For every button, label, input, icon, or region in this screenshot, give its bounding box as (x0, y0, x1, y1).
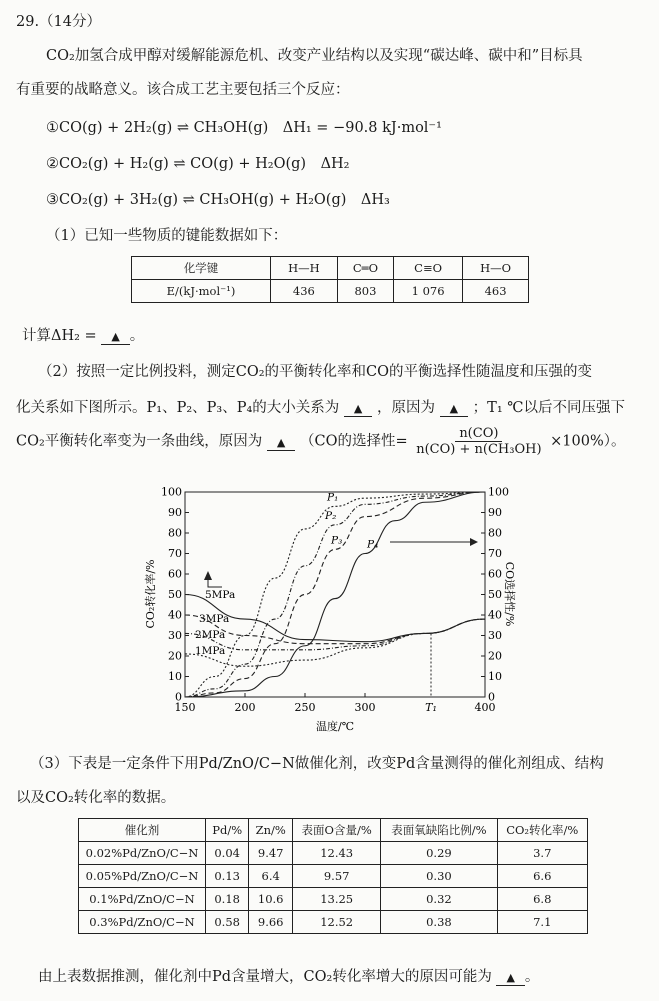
series-line-5MPa (185, 595, 485, 642)
y-tick-label-right: 100 (488, 485, 509, 499)
q2-line-3a: CO₂平衡转化率变为一条曲线，原因为 (16, 433, 263, 450)
catalyst-table (78, 818, 588, 934)
y-tick-label-right: 90 (488, 506, 502, 519)
x-tick-label: 150 (174, 701, 196, 714)
table-cell: 9.66 (249, 911, 293, 934)
table-header: 化学键 (132, 257, 271, 280)
q3-final-text: 由上表数据推测，催化剂中Pd含量增大，CO₂转化率增大的原因可能为 (38, 969, 492, 985)
table-cell: 1 076 (394, 280, 463, 303)
q3-line-2: 以及CO₂转化率的数据。 (16, 790, 176, 806)
answer-blank[interactable]: ▲ (344, 402, 372, 417)
answer-blank[interactable]: ▲ (101, 330, 129, 345)
answer-blank[interactable]: ▲ (267, 436, 295, 451)
table-cell: 13.25 (293, 888, 381, 911)
table-header: 表面氧缺陷比例/% (381, 819, 497, 842)
y-tick-label-right: 60 (488, 567, 502, 581)
table-cell: 0.32 (381, 888, 497, 911)
y-tick-label-left: 80 (168, 526, 182, 540)
q2-line-3b: （CO的选择性= (299, 433, 408, 450)
y-tick-label-right: 80 (488, 526, 502, 540)
series-line-3MPa (185, 615, 485, 644)
right-axis-label: CO选择性/% (503, 561, 516, 627)
period: 。 (524, 969, 540, 985)
intro-line-2: 有重要的战略意义。该合成工艺主要包括三个反应： (16, 82, 350, 98)
x-tick-label: 400 (474, 701, 496, 714)
q2-line-2c: ；T₁ ℃以后不同压强下 (472, 400, 625, 416)
period: 。 (129, 328, 145, 344)
table-cell: 436 (271, 280, 338, 303)
series-line-2MPa (185, 619, 485, 650)
table-cell: 0.02%Pd/ZnO/C−N (79, 842, 206, 865)
y-tick-label-right: 30 (488, 629, 502, 642)
table-cell: 0.1%Pd/ZnO/C−N (79, 888, 206, 911)
table-cell: 463 (463, 280, 529, 303)
table-cell: 0.58 (206, 911, 249, 934)
reaction-3: ③CO₂(g) + 3H₂(g) ⇌ CH₃OH(g) + H₂O(g) ΔH₃ (46, 192, 390, 208)
table-header: H—H (271, 257, 338, 280)
q2-line-1: （2）按照一定比例投料，测定CO₂的平衡转化率和CO的平衡选择性随温度和压强的变 (38, 364, 592, 380)
answer-blank[interactable]: ▲ (440, 402, 468, 417)
table-cell: 12.52 (293, 911, 381, 934)
table-cell: 7.1 (497, 911, 587, 934)
table-cell: 6.6 (497, 865, 587, 888)
series-label: 1MPa (195, 645, 226, 657)
y-tick-label-left: 100 (161, 485, 182, 499)
y-tick-label-left: 50 (168, 588, 182, 601)
q3-line-1: （3）下表是一定条件下用Pd/ZnO/C−N做催化剂，改变Pd含量测得的催化剂组成、结构 (30, 756, 604, 772)
y-tick-label-left: 60 (168, 567, 182, 581)
y-tick-label-left: 40 (168, 608, 182, 622)
series-label: 3MPa (199, 613, 230, 625)
reaction-1: ①CO(g) + 2H₂(g) ⇌ CH₃OH(g) ΔH₁ = −90.8 kJ·mol⁻¹ (46, 120, 442, 136)
t1-label: T₁ (425, 701, 437, 714)
table-cell: 803 (337, 280, 393, 303)
table-row (79, 842, 588, 865)
x-tick-label: 300 (354, 701, 376, 714)
fraction-denominator: n(CO) + n(CH₃OH) (416, 442, 542, 457)
x-axis-label: 温度/℃ (315, 720, 355, 733)
table-cell: 3.7 (497, 842, 587, 865)
table-cell: 0.18 (206, 888, 249, 911)
table-cell: 6.4 (249, 865, 293, 888)
q1-text: （1）已知一些物质的键能数据如下： (46, 228, 288, 244)
answer-blank[interactable]: ▲ (496, 971, 524, 986)
table-cell: 10.6 (249, 888, 293, 911)
table-header: C═O (337, 257, 393, 280)
y-tick-label-left: 90 (168, 506, 182, 519)
table-row (132, 280, 529, 303)
y-tick-label-right: 50 (488, 588, 502, 601)
y-tick-label-right: 40 (488, 608, 502, 622)
table-cell: 0.3%Pd/ZnO/C−N (79, 911, 206, 934)
table-row (79, 888, 588, 911)
y-tick-label-left: 10 (168, 670, 182, 683)
table-header: 表面O含量/% (293, 819, 381, 842)
fraction-tail: ×100%）。 (550, 433, 626, 450)
table-cell: 0.38 (381, 911, 497, 934)
table-header: 催化剂 (79, 819, 206, 842)
conversion-chart (140, 482, 516, 738)
y-tick-label-right: 0 (488, 690, 495, 704)
table-cell: 0.05%Pd/ZnO/C−N (79, 865, 206, 888)
selectivity-fraction (412, 426, 545, 457)
table-row (79, 819, 588, 842)
table-cell: 0.04 (206, 842, 249, 865)
q1-calc (22, 324, 144, 345)
series-line-1MPa (185, 619, 485, 666)
y-tick-label-left: 30 (168, 629, 182, 642)
fraction-numerator: n(CO) (455, 426, 502, 442)
y-tick-label-left: 20 (168, 649, 182, 663)
table-header: H—O (463, 257, 529, 280)
y-tick-label-right: 70 (488, 547, 502, 560)
table-header: CO₂转化率/% (497, 819, 587, 842)
question-number: 29.（14分） (16, 14, 102, 30)
table-cell: 0.13 (206, 865, 249, 888)
q3-final (38, 965, 539, 986)
y-tick-label-left: 70 (168, 547, 182, 560)
table-cell: 9.57 (293, 865, 381, 888)
q2-line-2a: 化关系如下图所示。P₁、P₂、P₃、P₄的大小关系为 (16, 400, 340, 416)
table-header: C≡O (394, 257, 463, 280)
table-row (79, 911, 588, 934)
table-cell: 9.47 (249, 842, 293, 865)
series-label: P₁ (327, 491, 339, 504)
series-label: P₄ (367, 538, 379, 551)
table-cell: 0.30 (381, 865, 497, 888)
reaction-2: ②CO₂(g) + H₂(g) ⇌ CO(g) + H₂O(g) ΔH₂ (46, 156, 350, 172)
q2-line-2b: ，原因为 (376, 400, 435, 416)
table-cell: E/(kJ·mol⁻¹) (132, 280, 271, 303)
series-label: P₂ (325, 509, 337, 522)
table-row (132, 257, 529, 280)
q2-line-3 (16, 426, 626, 457)
y-tick-label-left: 0 (175, 690, 182, 704)
table-cell: 0.29 (381, 842, 497, 865)
table-header: Pd/% (206, 819, 249, 842)
intro-line-1: CO₂加氢合成甲醇对缓解能源危机、改变产业结构以及实现“碳达峰、碳中和”目标具 (46, 48, 583, 64)
arrow-up-icon (204, 571, 212, 580)
q2-line-2 (16, 396, 625, 417)
table-header: Zn/% (249, 819, 293, 842)
q1-calc-text: 计算ΔH₂ = (22, 328, 97, 344)
y-tick-label-right: 10 (488, 670, 502, 683)
left-axis-label: CO₂转化率/% (144, 559, 157, 629)
y-tick-label-right: 20 (488, 649, 502, 663)
x-tick-label: 250 (294, 701, 316, 714)
x-tick-label: 200 (234, 701, 256, 714)
series-label: P₃ (331, 534, 343, 547)
arrow-right-icon (470, 538, 478, 546)
table-cell: 6.8 (497, 888, 587, 911)
series-label: 5MPa (205, 589, 236, 601)
table-row (79, 865, 588, 888)
series-label: 2MPa (195, 629, 226, 641)
bond-energy-table (131, 256, 529, 303)
table-cell: 12.43 (293, 842, 381, 865)
